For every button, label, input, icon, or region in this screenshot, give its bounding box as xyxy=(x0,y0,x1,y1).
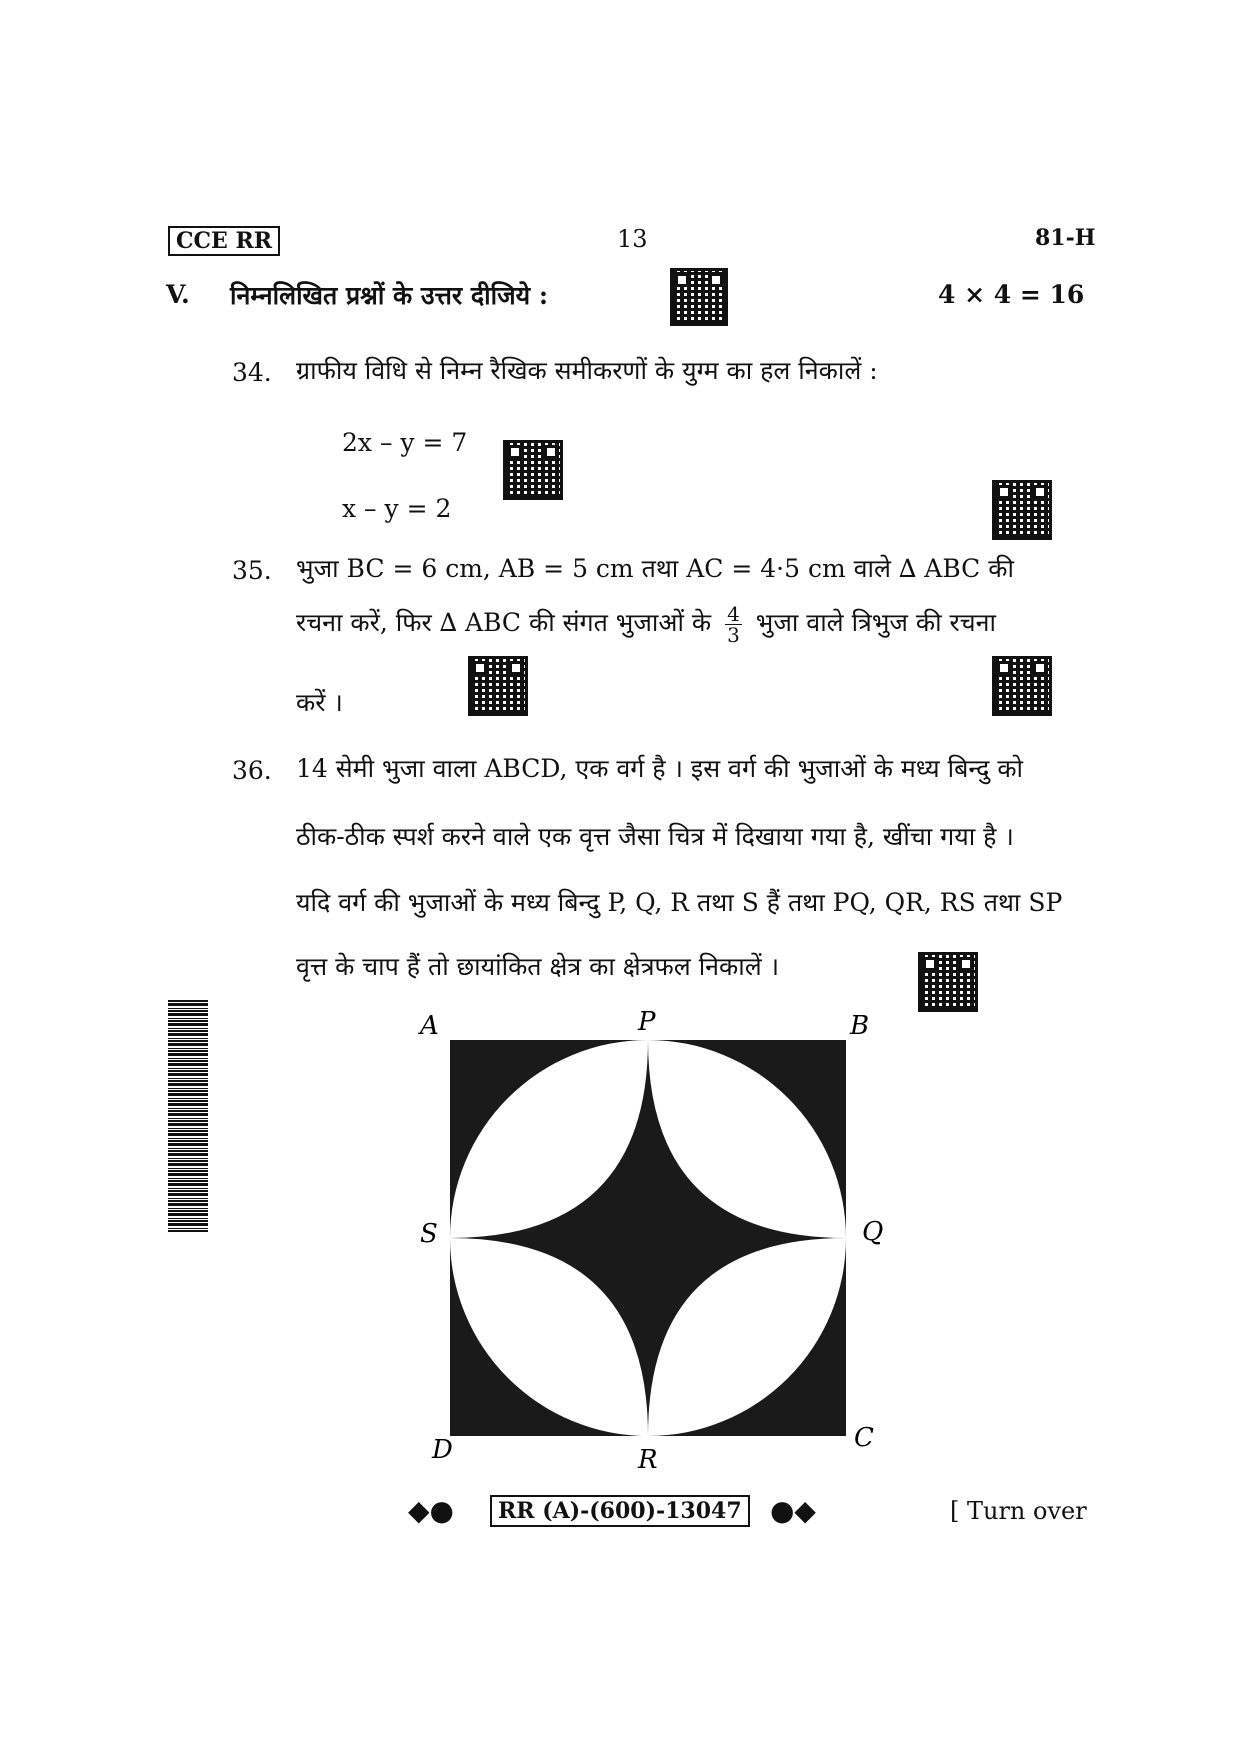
question-36-line-2: ठीक-ठीक स्पर्श करने वाले एक वृत्त जैसा चित्र में दिखाया गया है, खींचा गया है । xyxy=(296,822,1014,851)
question-35-line-3: करें । xyxy=(296,688,343,717)
question-34-text: ग्राफीय विधि से निम्न रैखिक समीकरणों के युग्म का हल निकालें : xyxy=(296,356,878,385)
question-35-line-1: भुजा BC = 6 cm, AB = 5 cm तथा AC = 4·5 cm वाले ∆ ABC की xyxy=(296,554,1014,583)
section-marks: 4 × 4 = 16 xyxy=(938,280,1085,309)
section-title: निम्नलिखित प्रश्नों के उत्तर दीजिये : xyxy=(230,281,549,310)
qr-code-icon xyxy=(503,440,563,500)
qr-code-icon xyxy=(468,656,528,716)
label-r: R xyxy=(638,1445,658,1475)
ornament-right-icon: ●◆ xyxy=(770,1494,816,1527)
square-circle-figure xyxy=(380,1000,900,1480)
question-35-number: 35. xyxy=(232,556,272,585)
question-34-number: 34. xyxy=(232,358,272,387)
qr-code-icon xyxy=(670,268,728,326)
header-box-label: CCE RR xyxy=(168,226,280,256)
question-34-equation-2: x – y = 2 xyxy=(342,494,452,523)
paper-code: 81-H xyxy=(1035,225,1096,251)
fraction-numerator: 4 xyxy=(727,602,740,626)
label-b: B xyxy=(850,1011,870,1041)
section-number: V. xyxy=(166,280,190,309)
qr-code-icon xyxy=(918,952,978,1012)
label-q: Q xyxy=(862,1217,884,1247)
turn-over-note: [ Turn over xyxy=(950,1497,1087,1525)
question-36-line-4: वृत्त के चाप हैं तो छायांकित क्षेत्र का क्षेत्रफल निकालें । xyxy=(296,952,780,981)
page-number: 13 xyxy=(617,225,648,253)
barcode-icon xyxy=(168,1000,208,1232)
question-35-line-2-start: रचना करें, फिर ∆ ABC की संगत भुजाओं के xyxy=(296,608,712,637)
question-36-number: 36. xyxy=(232,756,272,785)
label-p: P xyxy=(638,1007,656,1037)
label-c: C xyxy=(854,1423,874,1453)
qr-code-icon xyxy=(992,656,1052,716)
footer-code: RR (A)-(600)-13047 xyxy=(490,1495,750,1527)
question-36-line-3: यदि वर्ग की भुजाओं के मध्य बिन्दु P, Q, R तथा S हैं तथा PQ, QR, RS तथा SP xyxy=(296,888,1063,917)
question-34-equation-1: 2x – y = 7 xyxy=(342,428,468,457)
question-35-line-2 xyxy=(296,604,996,645)
fraction-four-thirds xyxy=(725,604,742,645)
question-35-line-2-end: भुजा वाले त्रिभुज की रचना xyxy=(755,608,996,637)
qr-code-icon xyxy=(992,480,1052,540)
label-s: S xyxy=(420,1219,438,1249)
label-a: A xyxy=(420,1011,439,1041)
fraction-denominator: 3 xyxy=(727,623,740,647)
ornament-left-icon: ◆● xyxy=(408,1494,454,1527)
label-d: D xyxy=(432,1435,453,1465)
question-36-line-1: 14 सेमी भुजा वाला ABCD, एक वर्ग है । इस वर्ग की भुजाओं के मध्य बिन्दु को xyxy=(296,754,1024,783)
